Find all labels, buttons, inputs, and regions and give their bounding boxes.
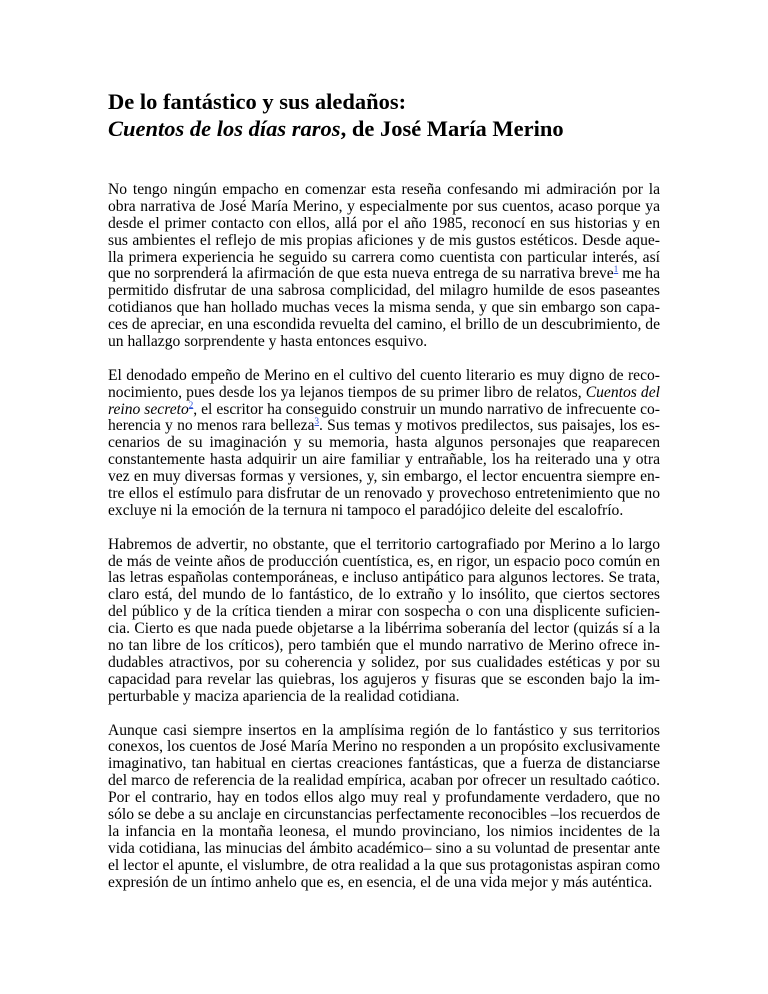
text-segment: permitido disfrutar de una sabrosa complicidad, del milagro humilde de esos paseantes (108, 282, 660, 300)
title-line-1: De lo fantástico y sus aledaños: (108, 89, 407, 114)
footnote-link[interactable]: 1 (613, 264, 619, 275)
footnote-link[interactable]: 3 (314, 416, 320, 427)
text-line (108, 317, 660, 334)
text-line (108, 334, 660, 351)
text-segment: , el escritor ha conseguido construir un mundo narrativo de infrecuente co- (193, 400, 660, 418)
text-segment: la infancia en la montaña leonesa, el mundo provinciano, los nimios incidentes de la (108, 822, 660, 840)
text-line (108, 486, 660, 503)
italic-title: reino secreto (108, 400, 189, 418)
text-segment: tre ellos el estímulo para disfrutar de un renovado y provechoso entretenimiento que no (108, 485, 660, 503)
text-line (108, 554, 660, 571)
text-segment: no tan libre de los críticos), pero también que el mundo narrativo de Merino ofrece in- (108, 637, 660, 655)
text-segment: vez en muy diversas formas y versiones, y, sin embargo, el lector encuentra siempre en- (108, 468, 660, 486)
footnote-link[interactable]: 2 (188, 399, 194, 410)
text-segment: conexos, los cuentos de José María Merino no responden a un propósito exclusivamente (108, 738, 660, 756)
text-line (108, 672, 660, 689)
text-line (108, 587, 660, 604)
text-segment: vida cotidiana, las minucias del ámbito académico– sino a su voluntad de presentar ante (108, 839, 660, 857)
paragraph (108, 368, 660, 520)
text-segment: el lector el apunte, el vislumbre, de otra realidad a la que sus protagonistas aspiran como (108, 856, 661, 874)
text-segment: constantemente hasta adquirir un aire familiar y entrañable, los ha reiterado una y otra (108, 451, 660, 469)
text-line (108, 199, 660, 216)
text-segment: cotidianos que han hollado muchas veces la misma senda, y que sin embargo son capa- (108, 299, 660, 317)
text-line (108, 621, 660, 638)
text-segment: las letras españolas contemporáneas, e incluso antipático para algunos lectores. Se trata, (108, 569, 660, 587)
text-line (108, 773, 660, 790)
text-segment: lla primera experiencia he seguido su carrera como cuentista con particular interés, así (108, 248, 660, 266)
text-segment: ces de apreciar, en una escondida revuelta del camino, el brillo de un descubrimiento, de (108, 316, 660, 334)
text-line (108, 604, 660, 621)
text-line (108, 756, 660, 773)
text-segment: sólo se debe a su anclaje en circunstancias perfectamente reconocibles –los recuerdos de (108, 805, 660, 823)
text-segment: imaginativo, tan habitual en ciertas creaciones fantásticas, que a fuerza de distanciarse (108, 755, 660, 773)
paragraph (108, 182, 660, 351)
text-line (108, 300, 660, 317)
document-title (108, 88, 564, 142)
text-line (108, 435, 660, 452)
paragraph (108, 723, 660, 892)
text-line (108, 841, 660, 858)
text-line (108, 503, 660, 520)
text-line (108, 824, 660, 841)
text-line (108, 266, 660, 283)
text-line (108, 399, 660, 419)
text-line (108, 638, 660, 655)
text-line (108, 452, 660, 469)
text-segment: obra narrativa de José María Merino, y especialmente por sus cuentos, acaso porque ya (108, 197, 660, 215)
text-segment: Habremos de advertir, no obstante, que el territorio cartografiado por Merino a lo largo (108, 535, 660, 553)
text-segment: El denodado empeño de Merino en el cultivo del cuento literario es muy digno de reco- (108, 366, 660, 384)
text-segment: Por el contrario, hay en todos ellos algo muy real y profundamente verdadero, que no (108, 789, 660, 807)
text-segment: del público y de la crítica tienden a mirar con sospecha o con una displicente suficien- (108, 603, 660, 621)
text-segment: dudables atractivos, por su coherencia y solidez, por sus cualidades estéticas y por su (108, 653, 660, 671)
text-segment: herencia y no menos rara belleza (108, 417, 315, 435)
text-line (108, 689, 660, 706)
text-segment: del marco de referencia de la realidad empírica, acaban por ofrecer un resultado caótico. (108, 772, 660, 790)
text-segment: desde el primer contacto con ellos, allá por el año 1985, reconocí en sus historias y en (108, 214, 660, 232)
text-segment: capacidad para revelar las quiebras, los agujeros y fisuras que se esconden bajo la im- (108, 670, 660, 688)
text-line (108, 233, 660, 250)
text-line (108, 655, 660, 672)
text-line (108, 250, 660, 267)
text-segment: claro está, del mundo de lo fantástico, de lo extraño y lo insólito, que ciertos sectores (108, 586, 660, 604)
book-title: Cuentos de los días raros (108, 116, 341, 141)
text-line (108, 216, 660, 233)
text-line (108, 875, 660, 892)
text-segment: nocimiento, pues desde los ya lejanos tiempos de su primer libro de relatos, (108, 383, 586, 401)
text-line (108, 537, 660, 554)
paragraph (108, 537, 660, 706)
text-segment: . Sus temas y motivos predilectos, sus paisajes, los es- (319, 417, 660, 435)
text-line (108, 858, 660, 875)
text-line (108, 182, 660, 199)
text-line (108, 807, 660, 824)
text-segment: expresión de un íntimo anhelo que es, en esencia, el de una vida mejor y más auténtica. (108, 873, 653, 891)
text-line (108, 570, 660, 587)
text-segment: cenarios de su imaginación y su memoria, hasta algunos personajes que reaparecen (108, 434, 660, 452)
text-line (108, 368, 660, 385)
text-line (108, 723, 660, 740)
text-segment: excluye ni la emoción de la ternura ni tampoco el paradójico deleite del escalofrío. (108, 501, 624, 519)
text-segment: perturbable y maciza apariencia de la realidad cotidiana. (108, 687, 460, 705)
text-segment: un hallazgo sorprendente y hasta entonces esquivo. (108, 333, 428, 351)
text-segment: de más de veinte años de producción cuentística, es, en rigor, un espacio poco común en (108, 552, 660, 570)
text-segment: Aunque casi siempre insertos en la amplísima región de lo fantástico y sus territorios (108, 721, 660, 739)
text-segment: sus ambientes el reflejo de mis propias aficiones y de mis gustos estéticos. Desde aque- (108, 231, 660, 249)
text-line (108, 469, 660, 486)
document-body (108, 182, 660, 908)
title-author: , de José María Merino (340, 116, 564, 141)
text-segment: No tengo ningún empacho en comenzar esta reseña confesando mi admiración por la (108, 181, 660, 198)
text-line (108, 739, 660, 756)
text-segment: cia. Cierto es que nada puede objetarse a la libérrima soberanía del lector (quizás sí a la (108, 620, 660, 638)
text-segment: que no sorprenderá la afirmación de que esta nueva entrega de su narrativa breve (108, 265, 614, 283)
italic-title: Cuentos del (585, 383, 660, 401)
text-line (108, 283, 660, 300)
text-line (108, 790, 660, 807)
text-line (108, 418, 660, 435)
text-segment: me ha (618, 265, 660, 283)
